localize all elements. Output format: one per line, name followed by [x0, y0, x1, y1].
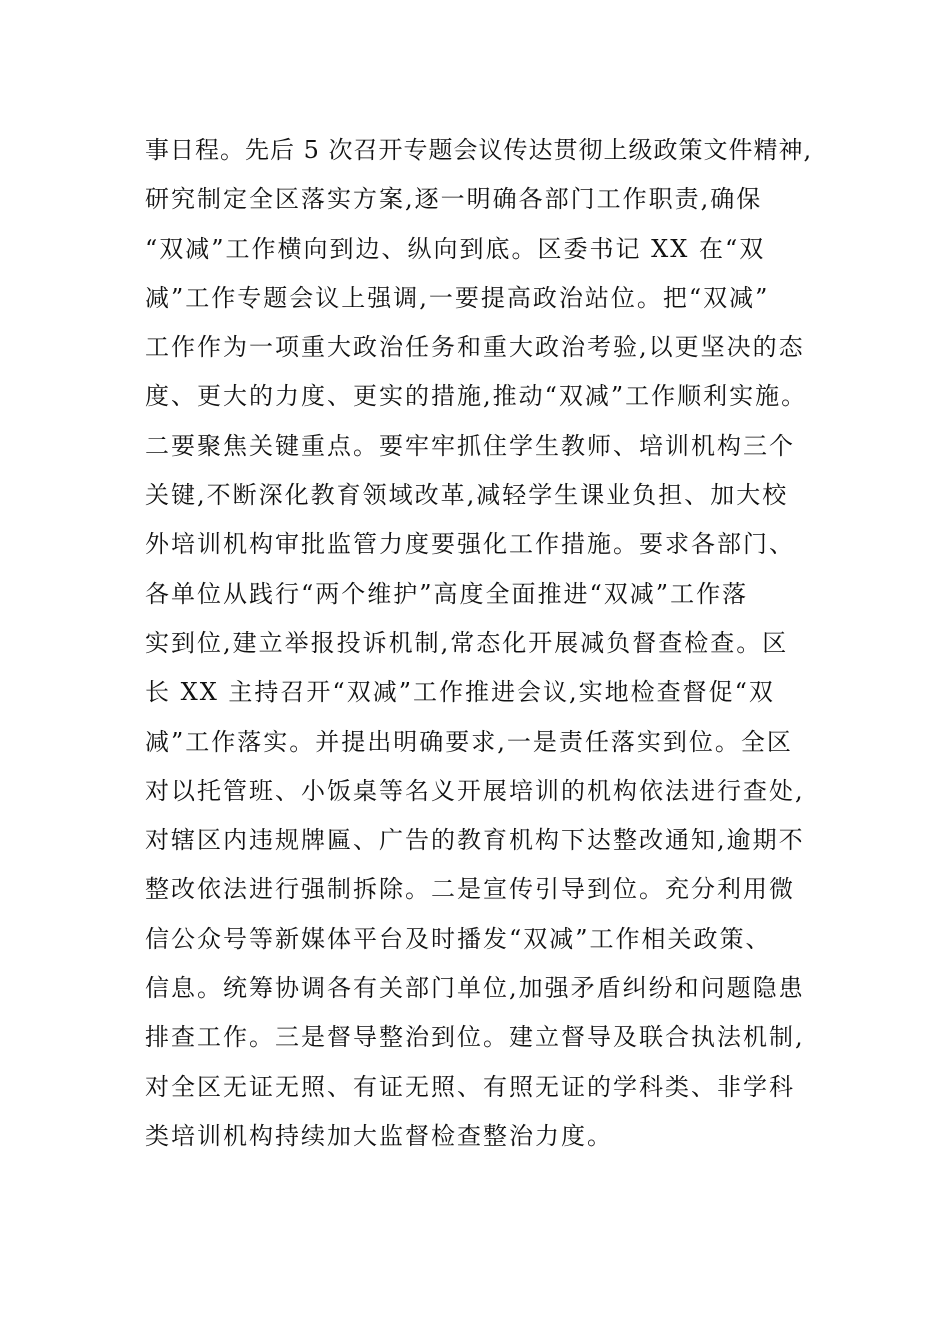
text-line: 对以托管班、小饭桌等名义开展培训的机构依法进行查处,	[145, 776, 805, 805]
text-line: 实到位,建立举报投诉机制,常态化开展减负督查检查。区	[145, 628, 789, 657]
text-line: 排查工作。三是督导整治到位。建立督导及联合执法机制,	[145, 1023, 805, 1052]
text-line: 减”工作落实。并提出明确要求,一是责任落实到位。全区	[145, 727, 793, 756]
text-line: 事日程。先后 5 次召开专题会议传达贯彻上级政策文件精神,	[145, 136, 813, 164]
text-line: 二要聚焦关键重点。要牢牢抓住学生教师、培训机构三个	[145, 431, 795, 460]
text-line: 研究制定全区落实方案,逐一明确各部门工作职责,确保	[145, 185, 763, 214]
text-line: 工作作为一项重大政治任务和重大政治考验,以更坚决的态	[145, 333, 805, 362]
text-line: 各单位从践行“两个维护”高度全面推进“双减”工作落	[145, 579, 749, 608]
body-paragraph	[145, 126, 815, 1161]
text-line: “双减”工作横向到边、纵向到底。区委书记 XX 在“双	[145, 234, 766, 263]
text-line: 整改依法进行强制拆除。二是宣传引导到位。充分利用微	[145, 875, 795, 904]
text-line: 对全区无证无照、有证无照、有照无证的学科类、非学科	[145, 1072, 795, 1101]
text-line: 度、更大的力度、更实的措施,推动“双减”工作顺利实施。	[145, 382, 808, 411]
text-line: 信息。统筹协调各有关部门单位,加强矛盾纠纷和问题隐患	[145, 974, 805, 1003]
text-line: 外培训机构审批监管力度要强化工作措施。要求各部门、	[145, 530, 795, 559]
text-line: 长 XX 主持召开“双减”工作推进会议,实地检查督促“双	[145, 678, 775, 707]
text-line: 减”工作专题会议上强调,一要提高政治站位。把“双减”	[145, 283, 770, 312]
text-line: 类培训机构持续加大监督检查整治力度。	[145, 1121, 613, 1150]
text-line: 关键,不断深化教育领域改革,减轻学生课业负担、加大校	[145, 481, 789, 510]
text-line: 对辖区内违规牌匾、广告的教育机构下达整改通知,逾期不	[145, 826, 805, 855]
text-line: 信公众号等新媒体平台及时播发“双减”工作相关政策、	[145, 924, 772, 953]
